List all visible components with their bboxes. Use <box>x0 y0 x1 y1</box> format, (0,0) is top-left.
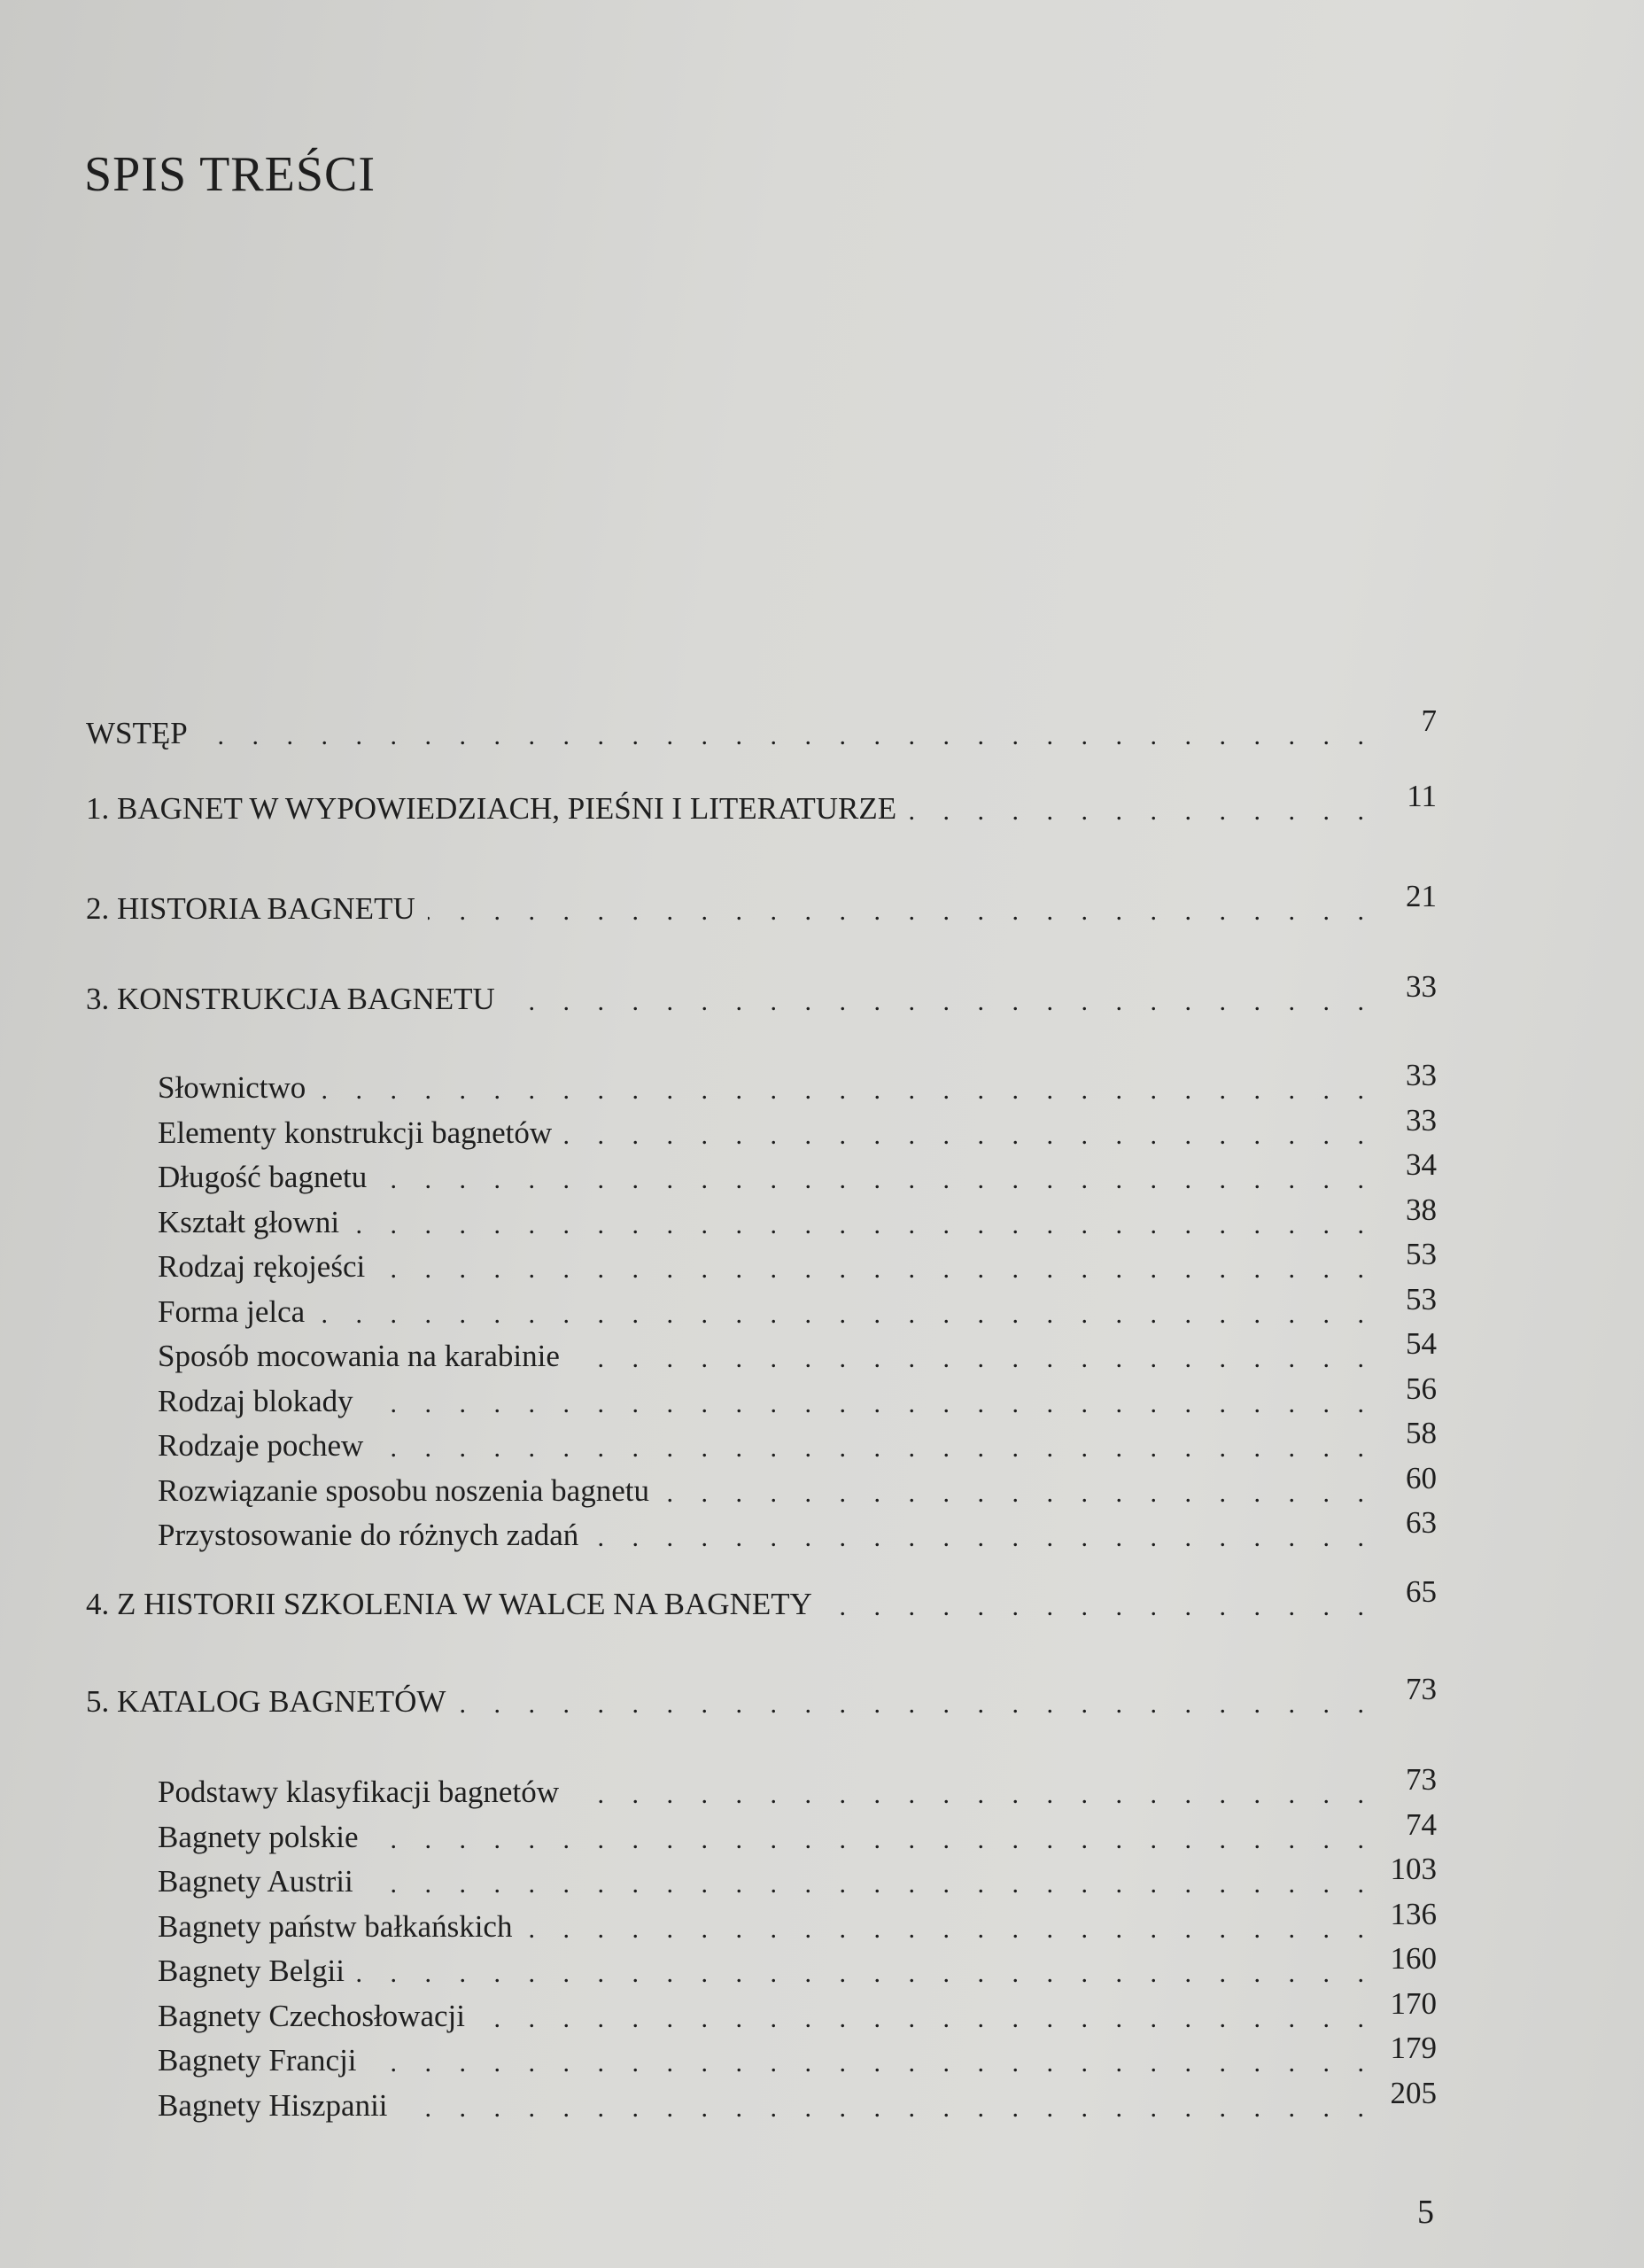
entry-title: Kształt głowni <box>158 1204 340 1239</box>
entry-page-number: 56 <box>1406 1371 1437 1406</box>
dot-leader <box>352 1210 1375 1240</box>
toc-subentry <box>158 1326 1437 1374</box>
toc-subentry <box>158 1192 1437 1240</box>
toc-subentry <box>158 1371 1437 1419</box>
dot-leader <box>371 1825 1376 1855</box>
dot-leader <box>379 1165 1375 1195</box>
entry-page-number: 54 <box>1406 1326 1437 1361</box>
toc-subentry <box>158 1505 1437 1553</box>
entry-title: Bagnety Hiszpanii <box>158 2087 388 2123</box>
dot-leader <box>369 2048 1375 2078</box>
toc-subentry <box>158 1416 1437 1464</box>
toc-entry <box>86 703 1437 751</box>
dot-leader <box>477 2004 1375 2034</box>
entry-page-number: 74 <box>1406 1806 1437 1842</box>
toc-entry <box>86 1672 1437 1720</box>
toc-subentry <box>158 1762 1437 1810</box>
dot-leader <box>825 1592 1375 1622</box>
entry-page-number: 33 <box>1406 969 1437 1004</box>
toc-subentry <box>158 1058 1437 1106</box>
dot-leader <box>508 987 1375 1017</box>
entry-page-number: 73 <box>1406 1762 1437 1797</box>
entry-title: Bagnety Francji <box>158 2043 357 2078</box>
entry-title: Rozwiązanie sposobu noszenia bagnetu <box>158 1472 649 1508</box>
toc-entry <box>86 969 1437 1017</box>
entry-page-number: 58 <box>1406 1416 1437 1450</box>
dot-leader <box>524 1915 1375 1945</box>
dot-leader <box>317 1300 1375 1330</box>
toc-subentry <box>158 1941 1437 1989</box>
entry-title: Przystosowanie do różnych zadań <box>158 1518 579 1552</box>
toc-subentry <box>158 1985 1437 2034</box>
toc-subentry <box>158 1460 1437 1509</box>
entry-page-number: 33 <box>1406 1058 1437 1092</box>
page-number: 5 <box>1417 2194 1434 2231</box>
entry-page-number: 53 <box>1406 1281 1437 1317</box>
entry-title: Bagnety Austrii <box>158 1864 353 1899</box>
entry-title: Rodzaj rękojeści <box>158 1249 366 1284</box>
toc-subentry <box>158 1102 1437 1151</box>
entry-page-number: 103 <box>1390 1852 1437 1886</box>
entry-title: Rodzaj blokady <box>158 1383 353 1418</box>
dot-leader <box>200 721 1375 751</box>
toc-subentry <box>158 2031 1437 2078</box>
entry-title: Bagnety Czechosłowacji <box>158 1998 465 2033</box>
dot-leader <box>366 1389 1375 1419</box>
entry-page-number: 73 <box>1406 1672 1437 1706</box>
entry-title: Bagnety Belgii <box>158 1953 345 1988</box>
entry-title: Słownictwo <box>158 1070 306 1105</box>
entry-title: Sposób mocowania na karabinie <box>158 1339 560 1373</box>
entry-page-number: 179 <box>1390 2031 1437 2065</box>
entry-page-number: 63 <box>1406 1505 1437 1540</box>
toc-subentry <box>158 1896 1437 1945</box>
toc-subentry <box>158 1852 1437 1899</box>
toc-subentry <box>158 1237 1437 1285</box>
dot-leader <box>376 1433 1375 1464</box>
toc-entry <box>86 779 1437 827</box>
entry-title: Bagnety państw bałkańskich <box>158 1908 513 1944</box>
entry-page-number: 38 <box>1406 1192 1437 1227</box>
entry-title: 5. KATALOG BAGNETÓW <box>86 1684 446 1719</box>
entry-page-number: 205 <box>1390 2075 1437 2110</box>
entry-page-number: 160 <box>1390 1941 1437 1976</box>
entry-page-number: 65 <box>1406 1574 1437 1609</box>
entry-title: WSTĘP <box>86 716 188 750</box>
entry-page-number: 11 <box>1407 779 1437 813</box>
dot-leader <box>909 796 1375 827</box>
dot-leader <box>377 1254 1375 1285</box>
toc-entry <box>86 1574 1437 1622</box>
entry-page-number: 136 <box>1390 1896 1437 1931</box>
entry-title: 4. Z HISTORII SZKOLENIA W WALCE NA BAGNETY <box>86 1587 812 1621</box>
entry-page-number: 170 <box>1390 1985 1437 2021</box>
entry-title: Bagnety polskie <box>158 1819 359 1854</box>
entry-page-number: 33 <box>1406 1102 1437 1138</box>
dot-leader <box>366 1869 1375 1899</box>
entry-title: Podstawy klasyfikacji bagnetów <box>158 1775 559 1809</box>
entry-title: 3. KONSTRUKCJA BAGNETU <box>86 982 495 1016</box>
entry-page-number: 21 <box>1406 879 1437 913</box>
entry-title: 1. BAGNET W WYPOWIEDZIACH, PIEŚNI I LITERATURZE <box>86 791 897 826</box>
entry-page-number: 34 <box>1406 1147 1437 1182</box>
toc-subentry <box>158 1281 1437 1330</box>
entry-page-number: 53 <box>1406 1237 1437 1271</box>
dot-leader <box>428 897 1375 927</box>
toc-subentry <box>158 1806 1437 1855</box>
toc-subentry <box>158 1147 1437 1195</box>
dot-leader <box>318 1076 1375 1106</box>
entry-title: Długość bagnetu <box>158 1160 368 1194</box>
dot-leader <box>572 1344 1375 1374</box>
dot-leader <box>357 1959 1375 1989</box>
entry-title: Rodzaje pochew <box>158 1428 364 1463</box>
toc-subentry <box>158 2075 1437 2124</box>
dot-leader <box>571 1780 1375 1810</box>
entry-title: 2. HISTORIA BAGNETU <box>86 891 415 926</box>
entry-title: Forma jelca <box>158 1293 306 1329</box>
dot-leader <box>591 1523 1375 1553</box>
entry-page-number: 60 <box>1406 1460 1437 1495</box>
page-title: SPIS TREŚCI <box>84 147 376 202</box>
dot-leader <box>662 1479 1375 1509</box>
entry-page-number: 7 <box>1421 703 1437 738</box>
dot-leader <box>458 1689 1375 1720</box>
toc-entry <box>86 879 1437 927</box>
dot-leader <box>400 2093 1375 2124</box>
dot-leader <box>564 1121 1375 1151</box>
entry-title: Elementy konstrukcji bagnetów <box>158 1115 553 1150</box>
